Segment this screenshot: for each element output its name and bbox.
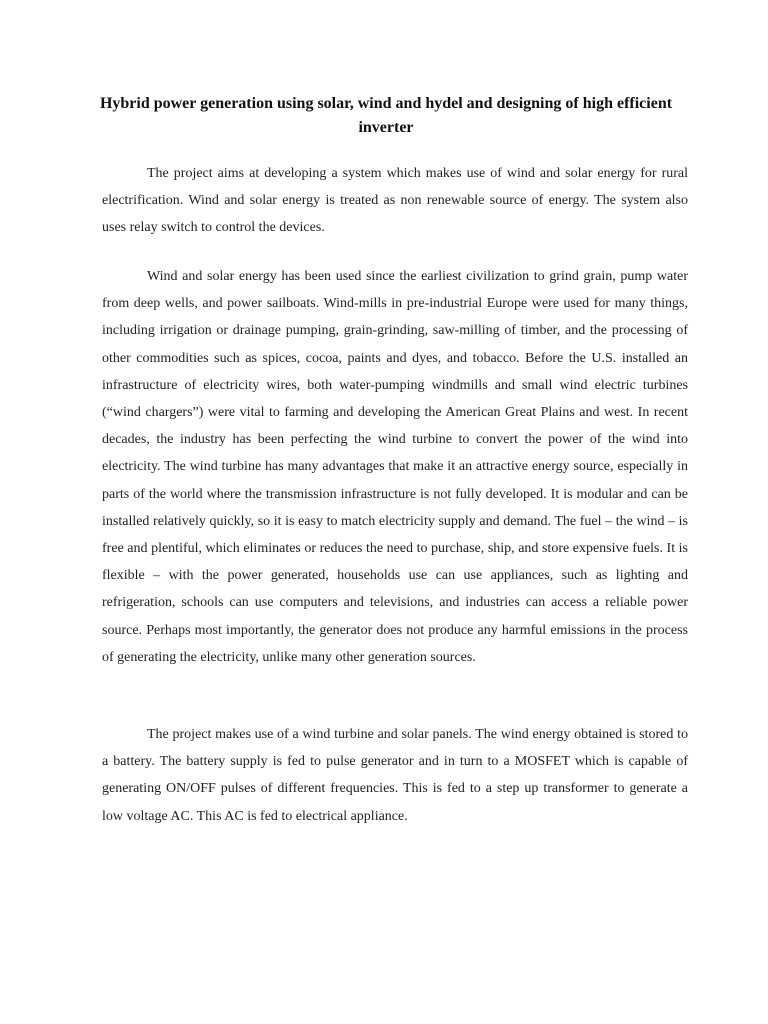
paragraph-intro: The project aims at developing a system which makes use of wind and solar energy for rural electrification. Wind and solar energy is treated as non renewable source of energy. The system also uses relay switch to control the devices. [102,166,688,236]
paragraph-history: Wind and solar energy has been used since the earliest civilization to grind grain, pump water from deep wells, and power sailboats. Wind-mills in pre-industrial Europe were used for many things, including irrigation or drainage pumping, grain-grinding, saw-milling of timber, and the processing of other commodities such as spices, cocoa, paints and dyes, and tobacco. Before the U.S. installed an infrastructure of electricity wires, both water-pumping windmills and small wind electric turbines (“wind chargers”) were vital to farming and developing the American Great Plains and west. In recent decades, the industry has been perfecting the wind turbine to convert the power of the wind into electricity. The wind turbine has many advantages that make it an attractive energy source, especially in parts of the world where the transmission infrastructure is not fully developed. It is modular and can be installed relatively quickly, so it is easy to match electricity supply and demand. The fuel – the wind – is free and plentiful, which eliminates or reduces the need to purchase, ship, and store expensive fuels. It is flexible – with the power generated, households use can use appliances, such as lighting and refrigeration, schools can use computers and televisions, and industries can access a reliable power source. Perhaps most importantly, the generator does not produce any harmful emissions in the process of generating the electricity, unlike many other generation sources. [102,269,688,665]
document-title: Hybrid power generation using solar, wind and hydel and designing of high efficient inverter [99,95,673,136]
paragraph-system: The project makes use of a wind turbine and solar panels. The wind energy obtained is stored to a battery. The battery supply is fed to pulse generator and in turn to a MOSFET which is capable of generating ON/OFF pulses of different frequencies. This is fed to a step up transformer to generate a low voltage AC. This AC is fed to electrical appliance. [102,727,688,824]
